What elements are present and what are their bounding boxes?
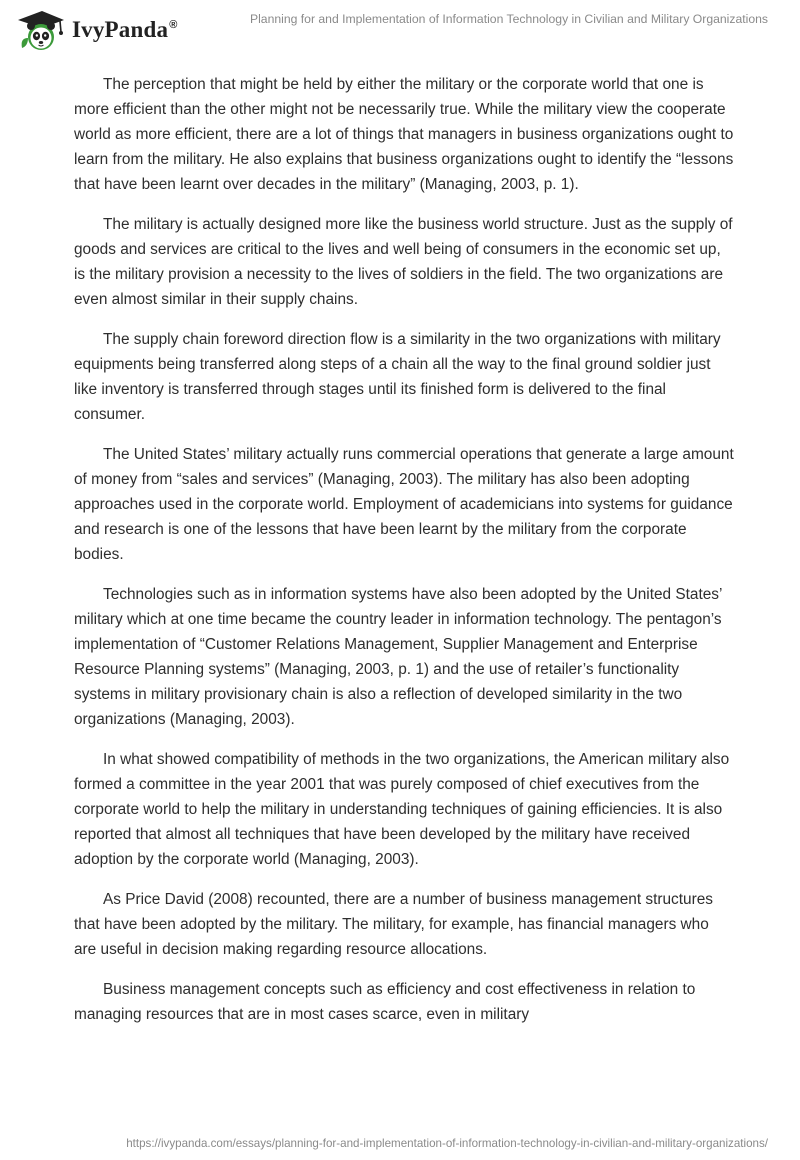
paragraph: The military is actually designed more like the business world structure. Just as the supply of goods and services are critical to the lives and well being of consumers in the economic set up, is the military provision a necessity to the lives of soldiers in the field. The two organizations are even almost similar in their supply chains. <box>74 216 733 308</box>
registered-mark: ® <box>169 19 178 32</box>
paragraph: The supply chain foreword direction flow is a similarity in the two organizations with military equipments being transferred along steps of a chain all the way to the final ground soldier just like inventory is transferred through stages until its finished form is delivered to the final consumer. <box>74 331 721 423</box>
paragraph: In what showed compatibility of methods in the two organizations, the American military also formed a committee in the year 2001 that was purely composed of chief executives from the corporate world to help the military in understanding techniques of gaining efficiencies. It is also reported that almost all techniques that have been developed by the military have received adoption by the corporate world (Managing, 2003). <box>74 751 730 868</box>
page-header <box>0 0 800 56</box>
paragraph: As Price David (2008) recounted, there are a number of business management structures that have been adopted by the military. The military, for example, has financial managers who are useful in decision making regarding resource allocations. <box>74 891 713 958</box>
panda-graduate-icon <box>14 8 66 52</box>
brand-name: IvyPanda® <box>72 17 178 42</box>
ivypanda-logo[interactable] <box>14 8 178 52</box>
paragraph: Business management concepts such as efficiency and cost effectiveness in relation to managing resources that are in most cases scarce, even in military <box>74 981 696 1023</box>
paragraph: Technologies such as in information systems have also been adopted by the United States’ military which at one time became the country leader in information technology. The pentagon’s implementation of “Customer Relations Management, Supplier Management and Enterprise Resource Planning systems” (Managing, 2003, p. 1) and the use of retailer’s functionality systems in military provisionary chain is also a reflection of developed similarity in the two organizations (Managing, 2003). <box>74 586 722 728</box>
paragraph: The United States’ military actually runs commercial operations that generate a large amount of money from “sales and services” (Managing, 2003). The military has also been adopting approaches used in the corporate world. Employment of academicians into systems for guidance and research is one of the lessons that have been learnt by the military from the corporate bodies. <box>74 446 734 563</box>
source-url-link[interactable]: https://ivypanda.com/essays/planning-for-and-implementation-of-information-technology-in-civilian-and-military-organizations/ <box>126 1137 768 1150</box>
document-title: Planning for and Implementation of Information Technology in Civilian and Military Organizations <box>249 12 768 26</box>
essay-body <box>74 72 734 1042</box>
paragraph: The perception that might be held by either the military or the corporate world that one is more efficient than the other might not be necessarily true. While the military view the cooperate world as more efficient, there are a lot of things that managers in business organizations ought to learn from the military. He also explains that business organizations ought to identify the “lessons that have been learnt over decades in the military” (Managing, 2003, p. 1). <box>74 76 734 193</box>
